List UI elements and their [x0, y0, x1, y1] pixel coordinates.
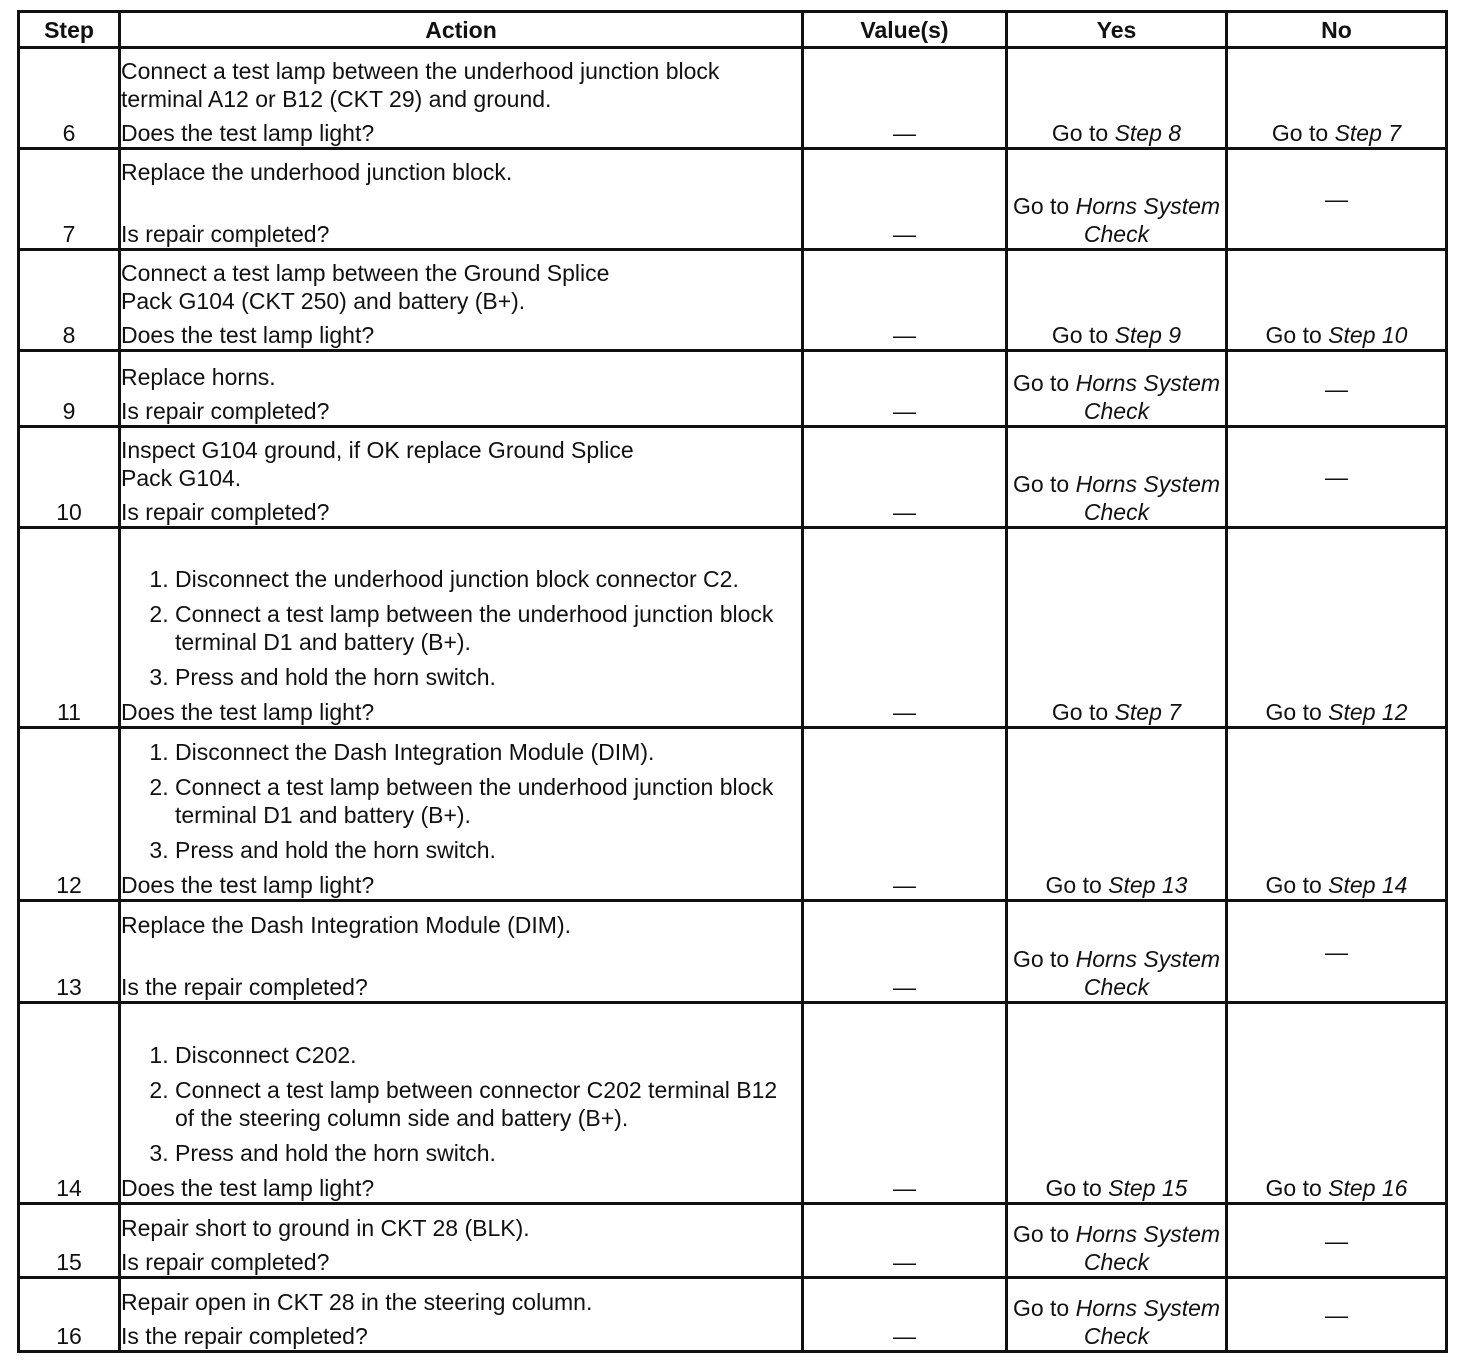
no-target: Step 14 — [1328, 872, 1408, 898]
table-row — [19, 901, 1447, 1003]
step-number: 8 — [19, 250, 120, 351]
yes-target: Step 15 — [1108, 1175, 1188, 1201]
yes-cell: Go to Horns System Check — [1007, 1204, 1227, 1278]
no-cell: — — [1227, 901, 1447, 1003]
action-question: Is repair completed? — [121, 499, 330, 525]
no-cell: Go to Step 16 — [1227, 1003, 1447, 1204]
yes-cell: Go to Horns System Check — [1007, 901, 1227, 1003]
header-no: No — [1227, 12, 1447, 48]
header-values: Value(s) — [803, 12, 1007, 48]
action-text: Inspect G104 ground, if OK replace Ground Splice — [121, 437, 634, 463]
action-question: Does the test lamp light? — [121, 699, 375, 725]
substep-item: 1. Disconnect the Dash Integration Module (DIM). — [175, 738, 801, 766]
no-cell: Go to Step 14 — [1227, 728, 1447, 901]
no-cell: — — [1227, 149, 1447, 250]
header-step: Step — [19, 12, 120, 48]
no-cell: Go to Step 7 — [1227, 48, 1447, 149]
no-target: Step 7 — [1334, 120, 1402, 146]
yes-cell: Go to Step 8 — [1007, 48, 1227, 149]
step-number: 6 — [19, 48, 120, 149]
no-cell: — — [1227, 1204, 1447, 1278]
yes-cell: Go to Horns System Check — [1007, 351, 1227, 427]
no-target: Step 10 — [1328, 322, 1408, 348]
no-cell: Go to Step 10 — [1227, 250, 1447, 351]
action-text: Replace horns. — [121, 364, 276, 390]
value-cell: — — [803, 1278, 1007, 1352]
no-cell: — — [1227, 351, 1447, 427]
yes-cell: Go to Step 13 — [1007, 728, 1227, 901]
table-row — [19, 149, 1447, 250]
action-cell — [120, 1204, 803, 1278]
action-cell — [120, 250, 803, 351]
yes-cell: Go to Horns System Check — [1007, 1278, 1227, 1352]
action-text: Repair short to ground in CKT 28 (BLK). — [121, 1215, 530, 1241]
no-cell: — — [1227, 1278, 1447, 1352]
step-number: 15 — [19, 1204, 120, 1278]
step-number: 11 — [19, 528, 120, 728]
action-question: Is repair completed? — [121, 1249, 330, 1275]
action-cell — [120, 1278, 803, 1352]
substep-item: 3. Press and hold the horn switch. — [175, 663, 801, 691]
step-number: 9 — [19, 351, 120, 427]
substep-item: 1. Disconnect C202. — [175, 1041, 801, 1069]
action-text: Connect a test lamp between the Ground Splice — [121, 260, 610, 286]
action-cell — [120, 149, 803, 250]
value-cell: — — [803, 1003, 1007, 1204]
action-question: Is the repair completed? — [121, 974, 368, 1000]
action-question: Does the test lamp light? — [121, 120, 375, 146]
value-cell: — — [803, 1204, 1007, 1278]
table-row — [19, 528, 1447, 728]
no-target: Step 16 — [1328, 1175, 1408, 1201]
action-question: Does the test lamp light? — [121, 1175, 375, 1201]
step-number: 16 — [19, 1278, 120, 1352]
value-cell: — — [803, 149, 1007, 250]
step-number: 12 — [19, 728, 120, 901]
value-cell: — — [803, 48, 1007, 149]
value-cell: — — [803, 250, 1007, 351]
table-row — [19, 427, 1447, 528]
step-number: 14 — [19, 1003, 120, 1204]
action-text: Pack G104 (CKT 250) and battery (B+). — [121, 288, 526, 314]
substep-list — [121, 1041, 801, 1167]
no-cell: Go to Step 12 — [1227, 528, 1447, 728]
table-row — [19, 250, 1447, 351]
action-question: Does the test lamp light? — [121, 872, 375, 898]
action-cell — [120, 351, 803, 427]
yes-target: Horns System Check — [1075, 471, 1221, 525]
table-row — [19, 1003, 1447, 1204]
substep-item: 2. Connect a test lamp between connector C202 terminal B12 of the steering column side and battery (B+). — [175, 1076, 801, 1132]
value-cell: — — [803, 728, 1007, 901]
value-cell: — — [803, 901, 1007, 1003]
substep-item: 3. Press and hold the horn switch. — [175, 836, 801, 864]
yes-cell: Go to Step 7 — [1007, 528, 1227, 728]
step-number: 13 — [19, 901, 120, 1003]
action-question: Does the test lamp light? — [121, 322, 375, 348]
substep-list — [121, 738, 801, 864]
yes-target: Horns System Check — [1075, 946, 1221, 1000]
yes-target: Horns System Check — [1075, 193, 1221, 247]
table-row — [19, 1278, 1447, 1352]
substep-item: 2. Connect a test lamp between the underhood junction block terminal D1 and battery (B+). — [175, 600, 801, 656]
header-row — [19, 12, 1447, 48]
yes-target: Step 7 — [1114, 699, 1182, 725]
yes-target: Horns System Check — [1075, 1221, 1221, 1275]
yes-target: Step 13 — [1108, 872, 1188, 898]
no-target: Step 12 — [1328, 699, 1408, 725]
yes-cell: Go to Horns System Check — [1007, 149, 1227, 250]
table-row — [19, 1204, 1447, 1278]
table-row — [19, 728, 1447, 901]
action-cell — [120, 1003, 803, 1204]
step-number: 10 — [19, 427, 120, 528]
yes-target: Step 9 — [1114, 322, 1182, 348]
header-action: Action — [120, 12, 803, 48]
action-text: terminal A12 or B12 (CKT 29) and ground. — [121, 86, 552, 112]
action-cell — [120, 427, 803, 528]
action-question: Is repair completed? — [121, 398, 330, 424]
action-cell — [120, 528, 803, 728]
action-text: Connect a test lamp between the underhood junction block — [121, 58, 720, 84]
value-cell: — — [803, 427, 1007, 528]
substep-item: 2. Connect a test lamp between the underhood junction block terminal D1 and battery (B+). — [175, 773, 801, 829]
value-cell: — — [803, 351, 1007, 427]
substep-item: 3. Press and hold the horn switch. — [175, 1139, 801, 1167]
action-text: Repair open in CKT 28 in the steering column. — [121, 1289, 593, 1315]
yes-target: Horns System Check — [1075, 1295, 1221, 1349]
action-question: Is the repair completed? — [121, 1323, 368, 1349]
no-cell: — — [1227, 427, 1447, 528]
yes-target: Step 8 — [1114, 120, 1182, 146]
value-cell: — — [803, 528, 1007, 728]
table-row — [19, 351, 1447, 427]
action-cell — [120, 48, 803, 149]
header-yes: Yes — [1007, 12, 1227, 48]
action-text: Replace the Dash Integration Module (DIM). — [121, 912, 571, 938]
step-number: 7 — [19, 149, 120, 250]
diagnostic-table — [17, 10, 1448, 1353]
action-question: Is repair completed? — [121, 221, 330, 247]
yes-cell: Go to Horns System Check — [1007, 427, 1227, 528]
yes-target: Horns System Check — [1075, 370, 1221, 424]
action-cell — [120, 901, 803, 1003]
action-text: Replace the underhood junction block. — [121, 159, 513, 185]
table-row — [19, 48, 1447, 149]
substep-list — [121, 565, 801, 691]
action-text: Pack G104. — [121, 465, 242, 491]
substep-item: 1. Disconnect the underhood junction block connector C2. — [175, 565, 801, 593]
yes-cell: Go to Step 9 — [1007, 250, 1227, 351]
action-cell — [120, 728, 803, 901]
yes-cell: Go to Step 15 — [1007, 1003, 1227, 1204]
